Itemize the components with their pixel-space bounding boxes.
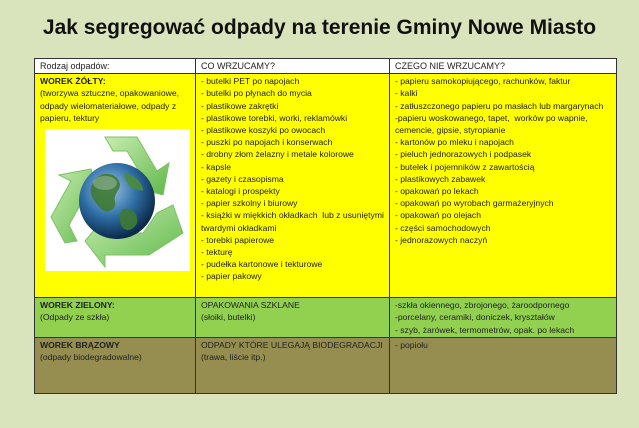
list-item: - torebki papierowe [201, 234, 275, 245]
list-item: - opakowań po wyrobach garmażeryjnych [395, 198, 554, 209]
list-item: - pieluch jednorazowych i podpasek [395, 149, 532, 160]
brown-bag-yes-title: ODPADY KTÓRE ULEGAJĄ BIODEGRADACJI [201, 339, 383, 350]
brown-bag-note: (odpady biodegradowalne) [40, 352, 142, 363]
list-item: - katalogi i prospekty [201, 186, 280, 197]
yellow-bag-cell [35, 74, 196, 298]
brown-bag-yes-cell [196, 337, 390, 393]
list-item: - butelki po płynach do mycia [201, 88, 312, 99]
yellow-bag-label: WOREK ŻÓŁTY: [40, 76, 106, 87]
list-item: - kalki [395, 88, 418, 99]
brown-bag-no-cell [390, 337, 617, 393]
list-item: - kapsle [201, 161, 232, 172]
green-bag-yes-cell [196, 298, 390, 338]
list-item: - puszki po napojach i konserwach [201, 137, 333, 148]
green-bag-no-cell [390, 298, 617, 338]
yellow-bag-no-list [395, 75, 611, 246]
header-what-to-put: CO WRZUCAMY? [196, 59, 390, 74]
brown-bag-label: WOREK BRĄZOWY [40, 339, 120, 350]
list-item: - pudełka kartonowe i tekturowe [201, 259, 323, 270]
list-item: - papier pakowy [201, 271, 262, 282]
list-item: - papier szkolny i biurowy [201, 198, 298, 209]
list-item: - plastikowe torebki, worki, reklamówki [201, 112, 348, 123]
table-header-row [35, 59, 617, 74]
list-item: - opakowań po lekach [395, 186, 479, 197]
green-bag-cell [35, 298, 196, 338]
list-item: - plastikowych zabawek [395, 173, 486, 184]
header-what-not-to-put: CZEGO NIE WRZUCAMY? [390, 59, 617, 74]
list-item: - kartonów po mleku i napojach [395, 137, 514, 148]
list-item: - plastikowe koszyki po owocach [201, 125, 326, 136]
green-bag-note: (Odpady ze szkła) [40, 312, 110, 323]
list-item: - papieru samokopiującego, rachunków, faktur [395, 76, 571, 87]
yellow-bag-yes-cell [196, 74, 390, 298]
brown-bag-cell [35, 337, 196, 393]
list-item: - książki w miękkich okładkach lub z usuniętymi twardymi okładkami [201, 210, 387, 233]
green-bag-yes-text: (słoiki, butelki) [201, 312, 256, 323]
segregation-table [34, 58, 617, 394]
list-item: - popiołu [395, 339, 428, 350]
list-item: -szkła okiennego, zbrojonego, żaroodpornego [395, 300, 570, 311]
list-item: - opakowań po olejach [395, 210, 481, 221]
yellow-bag-no-cell [390, 74, 617, 298]
list-item: - butelek i pojemników z zawartością [395, 161, 535, 172]
list-item: - tekturę [201, 247, 233, 258]
table-row-yellow-bag [35, 74, 617, 298]
green-bag-label: WOREK ZIELONY: [40, 300, 115, 311]
list-item: -porcelany, ceramiki, doniczek, kryształów [395, 312, 555, 323]
brown-bag-yes-text: (trawa, liście itp.) [201, 352, 266, 363]
list-item: - szyb, żarówek, termometrów, opak. po lekach [395, 324, 575, 335]
header-waste-type: Rodzaj odpadów: [35, 59, 196, 74]
list-item: - części samochodowych [395, 222, 491, 233]
list-item: - jednorazowych naczyń [395, 234, 488, 245]
table-row-green-bag [35, 298, 617, 338]
list-item: - butelki PET po napojach [201, 76, 300, 87]
recycling-globe-image [45, 129, 190, 271]
list-item: - plastikowe zakrętki [201, 100, 279, 111]
list-item: -papieru woskowanego, tapet, worków po wapnie, cemencie, gipsie, styropianie [395, 112, 590, 136]
brown-bag-no-list [395, 339, 611, 351]
list-item: - zatłuszczonego papieru po masłach lub margarynach [395, 100, 604, 111]
green-bag-yes-title: OPAKOWANIA SZKLANE [201, 300, 300, 311]
table-row-brown-bag [35, 337, 617, 393]
globe-icon [79, 163, 155, 239]
yellow-bag-yes-list [201, 75, 387, 282]
list-item: - gazety i czasopisma [201, 173, 284, 184]
yellow-bag-note: (tworzywa sztuczne, opakowaniowe, odpady wielomateriałowe, odpady z papieru, tektury [40, 88, 179, 123]
list-item: - drobny złom żelazny i metale kolorowe [201, 149, 354, 160]
page-title: Jak segregować odpady na terenie Gminy Nowe Miasto [42, 16, 597, 39]
green-bag-no-list [395, 299, 611, 336]
